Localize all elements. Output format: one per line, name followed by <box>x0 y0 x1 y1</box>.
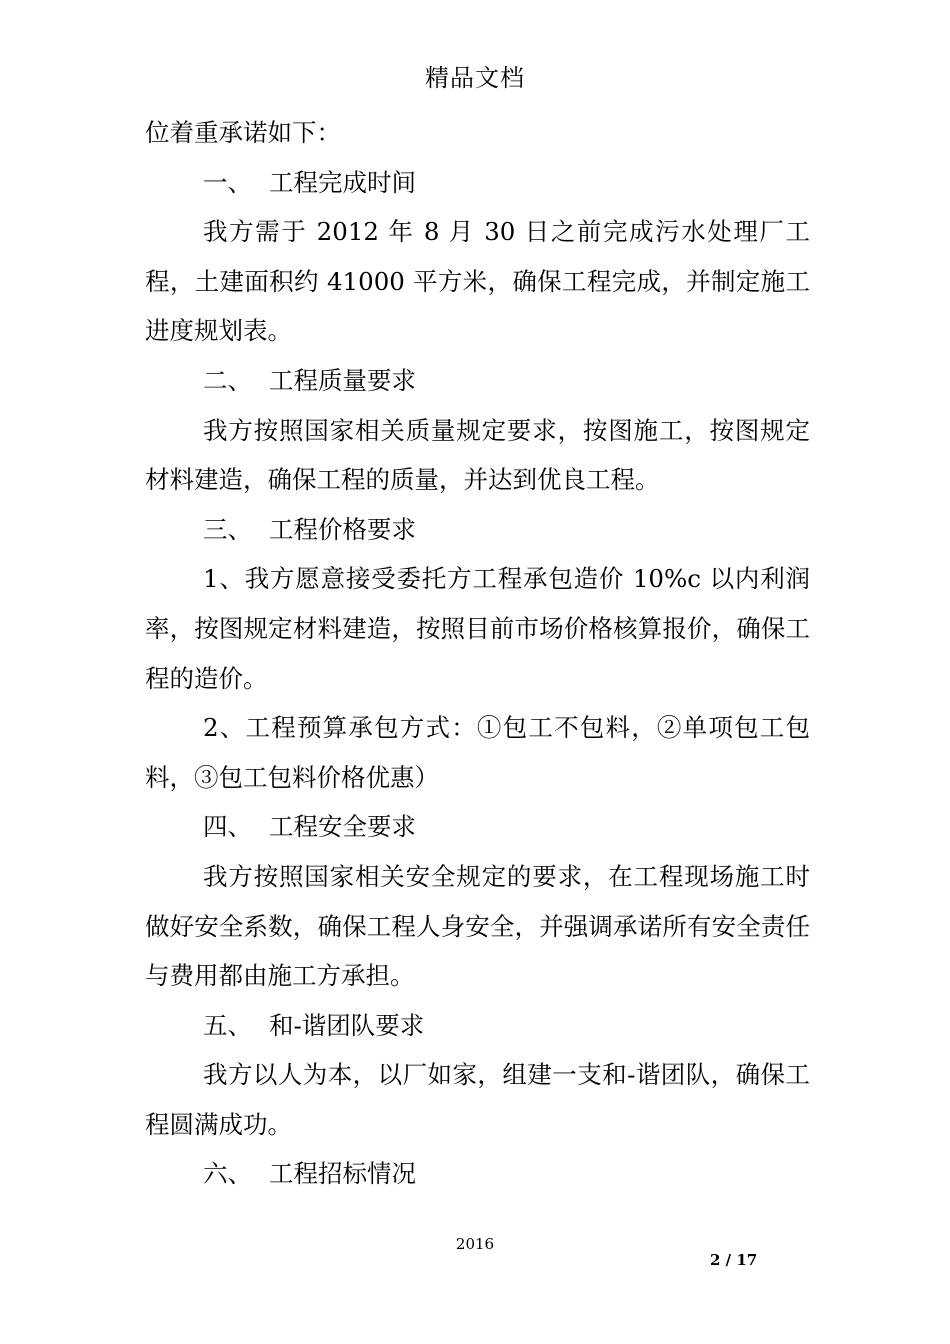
section-heading-1 <box>145 158 810 208</box>
page-number <box>710 1250 800 1270</box>
section-heading-5 <box>145 1001 810 1051</box>
section-heading-6 <box>145 1149 810 1199</box>
section-number: 四、 <box>203 812 252 842</box>
page-separator: / <box>720 1251 737 1269</box>
section-title: 和-谐团队要求 <box>269 1010 425 1040</box>
paragraph-intro: 位着重承诺如下： <box>145 118 341 147</box>
paragraph-quality: 我方按照国家相关质量规定要求，按图施工，按图规定材料建造，确保工程的质量，并达到优良工程。 <box>145 415 810 495</box>
paragraph-price-1: 1、我方愿意接受委托方工程承包造价 10%c 以内利润率，按图规定材料建造，按照目前市场价格核算报价，确保工程的造价。 <box>145 564 810 693</box>
section-number: 一、 <box>203 167 252 197</box>
paragraph-price-2: 2、工程预算承包方式：①包工不包料，②单项包工包料，③包工包料价格优惠） <box>145 713 810 792</box>
section-number: 五、 <box>203 1010 252 1040</box>
section-heading-3 <box>145 505 810 555</box>
paragraph-safety: 我方按照国家相关安全规定的要求，在工程现场施工时做好安全系数，确保工程人身安全，并强调承诺所有安全责任与费用都由施工方承担。 <box>145 861 810 991</box>
section-number: 二、 <box>203 365 252 395</box>
section-title: 工程完成时间 <box>269 167 416 197</box>
document-body <box>145 108 810 1199</box>
page-current: 2 <box>710 1251 721 1269</box>
section-heading-2 <box>145 356 810 406</box>
section-number: 三、 <box>203 514 252 544</box>
section-heading-4 <box>145 802 810 852</box>
section-title: 工程安全要求 <box>269 812 416 842</box>
section-title: 工程招标情况 <box>269 1159 416 1189</box>
page-header-title: 精品文档 <box>425 64 525 92</box>
section-title: 工程质量要求 <box>269 365 416 395</box>
paragraph-completion-time: 我方需于 2012 年 8 月 30 日之前完成污水处理厂工程，土建面积约 41000 平方米，确保工程完成，并制定施工进度规划表。 <box>145 217 810 346</box>
section-number: 六、 <box>203 1159 252 1189</box>
paragraph-team: 我方以人为本，以厂如家，组建一支和-谐团队，确保工程圆满成功。 <box>145 1060 810 1139</box>
footer-year: 2016 <box>455 1235 495 1253</box>
section-title: 工程价格要求 <box>269 514 416 544</box>
page-total: 17 <box>736 1251 758 1269</box>
